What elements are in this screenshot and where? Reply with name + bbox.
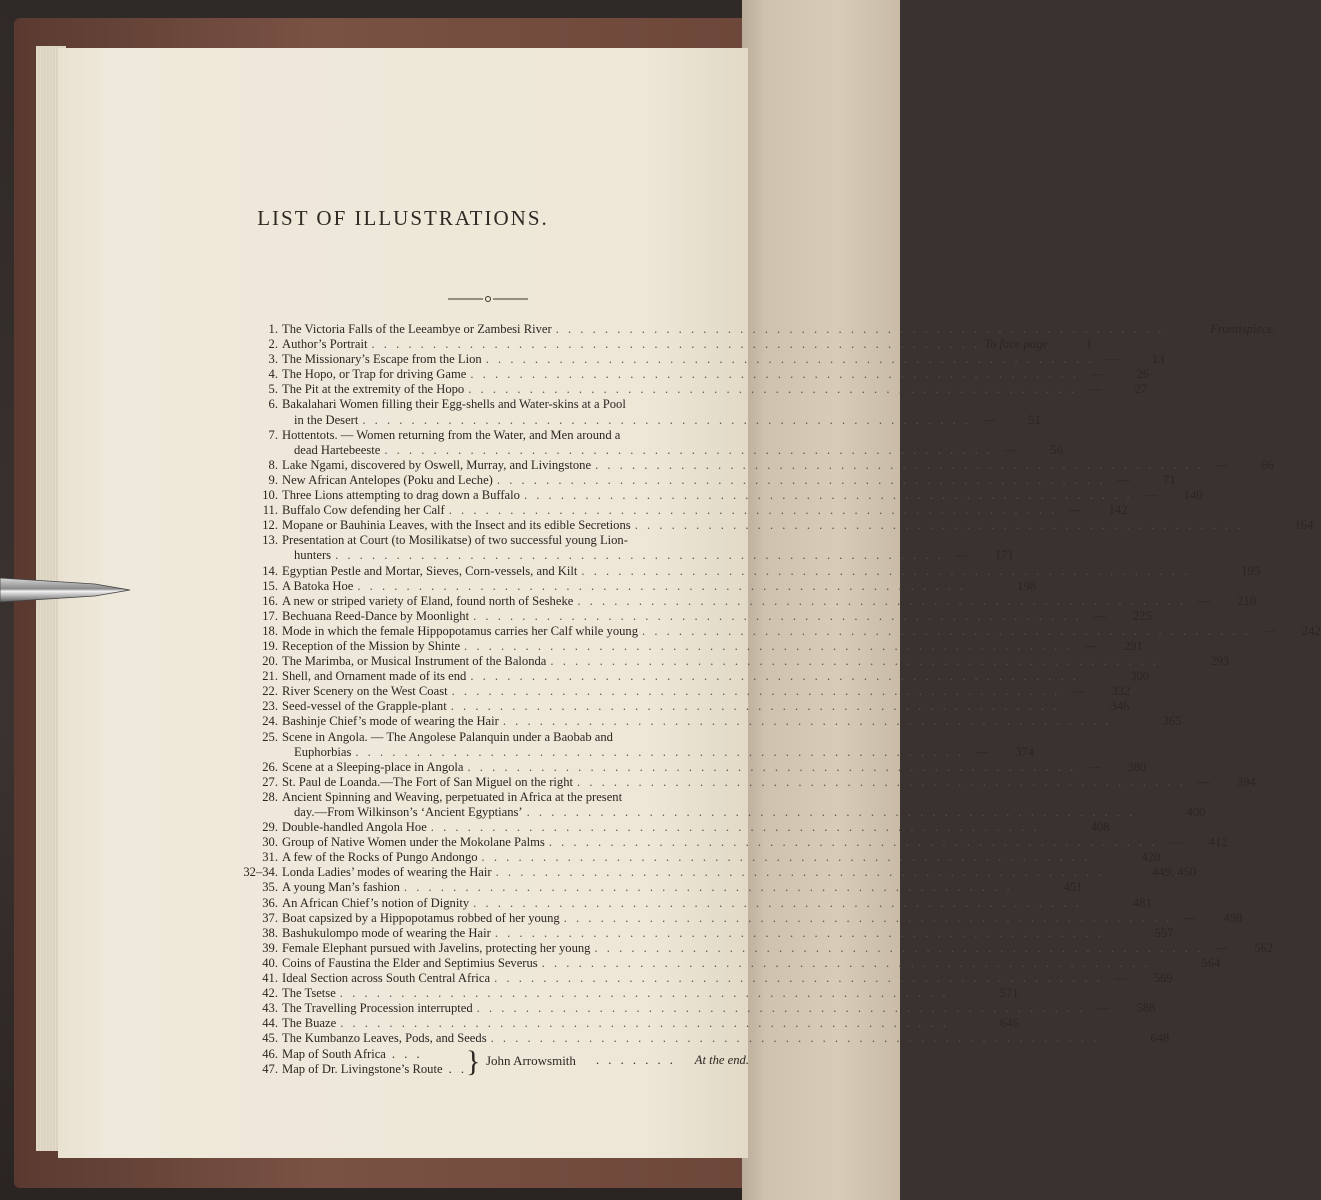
leader-dots: . . . . . . . . . . . . . . . . . . . . . . . . . . . . . . . . . . . . . . . . . . . . . . . . . . bbox=[494, 925, 1104, 940]
page-marker: — bbox=[1069, 503, 1082, 518]
item-title: St. Paul de Loanda.—The Fort of San Miguel on the right bbox=[282, 774, 574, 789]
item-title: Coins of Faustina the Elder and Septimius Severus bbox=[282, 955, 538, 970]
leader-dots: . . . . . . . . . . . . . . . . . . . . . . . . . . . . . . . . . . . . . . . . . . . . . . . . . . bbox=[476, 1001, 1086, 1016]
item-title: A few of the Rocks of Pungo Andongo bbox=[282, 850, 478, 865]
item-number: 42. bbox=[262, 986, 278, 1001]
item-number: 11. bbox=[262, 503, 278, 518]
page-marker: — bbox=[1004, 442, 1018, 457]
item-title: hunters bbox=[294, 548, 332, 563]
item-title: Reception of the Mission by Shinte bbox=[282, 638, 461, 653]
list-item bbox=[204, 548, 1014, 563]
leader-dots: . . . . . . . . . . . . . . . . . . . . . . . . . . . . . . . . . . . . . . . . . . . . . . . . . . bbox=[355, 744, 965, 759]
list-item bbox=[204, 322, 1277, 337]
page-number: 225 bbox=[1132, 608, 1152, 623]
leader-dots: . . . . . . . . . . . . . . . . . . . . . . . . . . . . . . . . . . . . . . . . . . . . . . . . . . bbox=[581, 563, 1191, 578]
item-number: 20. bbox=[262, 654, 278, 669]
list-item bbox=[204, 940, 1274, 956]
item-number: 37. bbox=[262, 910, 278, 925]
page-number: 346 bbox=[1110, 699, 1130, 714]
item-number: 21. bbox=[262, 669, 278, 684]
leader-dots: . . . . . . . . . . . . . . . . . . . . . . . . . . . . . . . . . . . . . . . . . . . . . . . . . . bbox=[485, 352, 1095, 367]
page-number: 571 bbox=[999, 986, 1019, 1001]
leader-dots: . . . . . . . . . . . . . . . . . . . . . . . . . . . . . . . . . . . . . . . . . . . . . . . . . . bbox=[464, 638, 1073, 653]
list-item bbox=[204, 638, 1143, 654]
item-title: Bakalahari Women filling their Egg-shells and Water-skins at a Pool bbox=[282, 397, 626, 412]
leader-dots: . . . . . . . . . . . . . . . . . . . . . . . . . . . . . . . . . . . . . . . . . . . . . . . . . . bbox=[335, 548, 944, 563]
page-number: 13 bbox=[1151, 352, 1165, 367]
page-marker: — bbox=[1088, 382, 1102, 397]
page-marker: — bbox=[1090, 367, 1104, 382]
page-marker: — bbox=[1087, 759, 1101, 774]
item-number: 35. bbox=[262, 880, 278, 895]
item-number: 8. bbox=[268, 457, 278, 472]
list-item bbox=[204, 820, 1110, 835]
leader-dots: . . . . . . . . . . . . . . . . . . . . . . . . . . . . . . . . . . . . . . . . . . . . . . . . . . bbox=[550, 654, 1160, 669]
page-number: 408 bbox=[1090, 820, 1110, 835]
item-number: 16. bbox=[262, 593, 278, 608]
list-item bbox=[204, 442, 1064, 458]
page-number: 195 bbox=[1241, 563, 1261, 578]
leader-dots: . . . . . . . . . . . . . . . . . . . . . . . . . . . . . . . . . . . . . . . . . . . . . . . . . . bbox=[473, 608, 1082, 623]
page-number: 648 bbox=[1150, 1031, 1170, 1046]
list-item bbox=[204, 563, 1261, 579]
item-number: 26. bbox=[262, 759, 278, 774]
page-number: 164 bbox=[1294, 518, 1314, 533]
list-item bbox=[204, 578, 1037, 594]
leader-dots: . . . . . . . . . . . . . . . . . . . . . . . . . . . . . . . . . . . . . . . . . . . . . . . . . . bbox=[548, 835, 1158, 850]
page-marker: — bbox=[1084, 638, 1098, 653]
item-title: dead Hartebeeste bbox=[294, 442, 381, 457]
item-number: 19. bbox=[262, 638, 278, 653]
item-number: 27. bbox=[262, 774, 278, 789]
leader-dots: . . . . . . . . . . . . . . . . . . . . . . . . . . . . . . . . . . . . . . . . . . . . . . . . . . bbox=[467, 759, 1077, 774]
page-number: 210 bbox=[1237, 593, 1257, 608]
leader-dots: . . . . . . . . . . . . . . . . . . . . . . . . . . . . . . . . . . . . . . . . . . . . . . . . . . bbox=[494, 971, 1103, 986]
map-location: At the end. bbox=[694, 1052, 749, 1067]
page-number: 142 bbox=[1108, 503, 1128, 518]
list-item bbox=[204, 352, 1165, 367]
leader-dots: . . . . . . . . . . . . . . . . . . . . . . . . . . . . . . . . . . . . . . . . . . . . . . . . . . bbox=[577, 774, 1186, 789]
item-number: 9. bbox=[268, 472, 278, 487]
leader-dots: . . . . . . . . . . . . . . . . . . . . . . . . . . . . . . . . . . . . . . . . . . . . . . . . . . bbox=[642, 623, 1251, 638]
item-number: 6. bbox=[268, 397, 278, 412]
item-title: The Travelling Procession interrupted bbox=[282, 1001, 473, 1016]
item-title: Seed-vessel of the Grapple-plant bbox=[282, 699, 447, 714]
illustrations-list bbox=[204, 322, 1321, 1079]
page-marker: — bbox=[1262, 623, 1276, 638]
item-title: Euphorbias bbox=[294, 744, 352, 759]
item-title: Bashinje Chief’s mode of wearing the Hair bbox=[282, 714, 499, 729]
list-item bbox=[204, 518, 1314, 533]
list-item bbox=[204, 850, 1161, 865]
page-number: 420 bbox=[1141, 850, 1161, 865]
item-title: Three Lions attempting to drag down a Buffalo bbox=[282, 488, 520, 503]
page-number: 1 bbox=[1085, 337, 1093, 352]
item-number: 15. bbox=[262, 578, 278, 593]
item-title: Scene at a Sleeping-place in Angola bbox=[282, 759, 464, 774]
page-number: 498 bbox=[1223, 910, 1243, 925]
list-item bbox=[204, 654, 1230, 669]
page-number: 27 bbox=[1134, 382, 1147, 397]
list-item bbox=[204, 684, 1131, 699]
list-item bbox=[204, 623, 1321, 639]
item-number: 25. bbox=[262, 729, 278, 744]
brace-symbol: } bbox=[466, 1044, 481, 1078]
list-item bbox=[204, 971, 1173, 986]
item-title: Mopane or Bauhinia Leaves, with the Insect and its edible Secretions bbox=[282, 518, 631, 533]
page-number: 564 bbox=[1201, 955, 1221, 970]
item-number: 46. bbox=[262, 1046, 278, 1061]
item-number: 43. bbox=[262, 1001, 278, 1016]
page-number: 198 bbox=[1017, 578, 1037, 593]
list-item bbox=[204, 337, 1093, 352]
page-number: 56 bbox=[1050, 442, 1064, 457]
map-author: John Arrowsmith bbox=[486, 1052, 576, 1068]
item-number: 14. bbox=[262, 563, 278, 578]
leader-dots: . . . . . . . bbox=[596, 1052, 676, 1067]
list-item bbox=[204, 699, 1130, 714]
list-item bbox=[204, 428, 749, 443]
page-number: 26 bbox=[1136, 367, 1150, 382]
leader-dots: . . . . . . . . . . . . . . . . . . . . . . . . . . . . . . . . . . . . . . . . . . . . . . . . . . bbox=[468, 382, 1077, 397]
page-number: Frontispiece. bbox=[1210, 322, 1277, 336]
list-item bbox=[204, 488, 1203, 503]
item-number: 47. bbox=[262, 1061, 278, 1076]
item-title: Bashukulompo mode of wearing the Hair bbox=[282, 925, 491, 940]
item-number: 24. bbox=[262, 714, 278, 729]
list-item bbox=[204, 472, 1176, 488]
leader-dots: . . . . . . . . . . . . . . . . . . . . . . . . . . . . . . . . . . . . . . . . . . . . . . . . . . bbox=[430, 820, 1040, 835]
list-item bbox=[204, 895, 1152, 911]
page-title: LIST OF ILLUSTRATIONS. bbox=[257, 206, 549, 230]
page-marker: — bbox=[975, 744, 989, 759]
item-number: 31. bbox=[262, 850, 278, 865]
leader-dots: . . . . . . . . . . . . . . . . . . . . . . . . . . . . . . . . . . . . . . . . . . . . . . . . . . bbox=[470, 367, 1080, 382]
leader-dots: . . . . . . . . . . . . . . . . . . . . . . . . . . . . . . . . . . . . . . . . . . . . . . . . . . bbox=[470, 669, 1080, 684]
list-item bbox=[204, 412, 1042, 428]
item-title: A new or striped variety of Eland, found north of Sesheke bbox=[282, 593, 574, 608]
item-number: 40. bbox=[262, 955, 278, 970]
page-number: 588 bbox=[1136, 1001, 1156, 1016]
page-number: 451 bbox=[1063, 880, 1083, 895]
list-item bbox=[204, 730, 749, 745]
item-title: Scene in Angola. — The Angolese Palanquin under a Baobab and bbox=[282, 729, 613, 744]
item-title: Shell, and Ornament made of its end bbox=[282, 669, 467, 684]
page-number: 562 bbox=[1254, 940, 1274, 955]
page-marker: — bbox=[1114, 971, 1128, 986]
list-item bbox=[204, 714, 1182, 729]
list-item bbox=[204, 774, 1256, 790]
list-item bbox=[204, 759, 1147, 775]
item-title: Lake Ngami, discovered by Oswell, Murray, and Livingstone bbox=[282, 457, 592, 472]
page-marker: — bbox=[1169, 835, 1182, 850]
item-number: 23. bbox=[262, 699, 278, 714]
leader-dots: . . . . . . . . . . . . . . . . . . . . . . . . . . . . . . . . . . . . . . . . . . . . . . . . . . bbox=[451, 684, 1061, 699]
item-number: 28. bbox=[262, 789, 278, 804]
item-title: Double-handled Angola Hoe bbox=[282, 820, 427, 835]
page-number: 412 bbox=[1208, 835, 1228, 850]
leader-dots: . . . . . . . . . . . . . . . . . . . . . . . . . . . . . . . . . . . . . . . . . . . . . . . . . . bbox=[384, 442, 994, 457]
page-number: 66 bbox=[1261, 457, 1274, 472]
page-marker: — bbox=[1144, 488, 1157, 503]
leader-dots: . . . . . . . . . . . . . . . . . . . . . . . . . . . . . . . . . . . . . . . . . . . . . . . . . . bbox=[490, 1031, 1100, 1046]
list-item bbox=[204, 457, 1274, 473]
leader-dots: . . . . . . . . . . . . . . . . . . . . . . . . . . . . . . . . . . . . . . . . . . . . . . . . . . bbox=[563, 910, 1173, 925]
book-page bbox=[58, 48, 1321, 1158]
item-title: The Kumbanzo Leaves, Pods, and Seeds bbox=[282, 1031, 487, 1046]
item-title: Londa Ladies’ modes of wearing the Hair bbox=[282, 865, 492, 880]
metal-pointer bbox=[0, 570, 130, 610]
list-item bbox=[204, 986, 1019, 1001]
page-marker: — bbox=[1197, 593, 1211, 608]
leader-dots: . . . . . . . . . . . . . . . . . . . . . . . . . . . . . . . . . . . . . . . . . . . . . . . . . . bbox=[362, 412, 972, 427]
page-marker: — bbox=[982, 412, 996, 427]
item-number: 39. bbox=[262, 940, 278, 955]
item-title: day.—From Wilkinson’s ‘Ancient Egyptians’ bbox=[294, 805, 523, 819]
page-marker: — bbox=[955, 548, 969, 563]
item-title: The Pit at the extremity of the Hopo bbox=[282, 382, 465, 397]
leader-dots: . . . . . . . . . . . . . . . . . . . . . . . . . . . . . . . . . . . . . . . . . . . . . . . . . . bbox=[555, 322, 1165, 336]
item-number: 36. bbox=[262, 895, 278, 910]
item-title: New African Antelopes (Poku and Leche) bbox=[282, 472, 493, 487]
leader-dots: . . . . . . . . . . . . . . . . . . . . . . . . . . . . . . . . . . . . . . . . . . . . . . . . . . bbox=[473, 895, 1082, 910]
item-number: 44. bbox=[262, 1016, 278, 1031]
item-title: Map of South Africa bbox=[282, 1046, 386, 1061]
item-title: Buffalo Cow defending her Calf bbox=[282, 503, 445, 518]
item-title: The Marimba, or Musical Instrument of the Balonda bbox=[282, 654, 547, 669]
page-number: 394 bbox=[1236, 774, 1256, 789]
list-item bbox=[204, 955, 1221, 971]
item-number: 38. bbox=[262, 925, 278, 940]
item-number: 5. bbox=[268, 382, 278, 397]
page-number: 400 bbox=[1186, 805, 1206, 819]
leader-dots: . . . . . . . . . . . . . . . . . . . . . . . . . . . . . . . . . . . . . . . . . . . . . . . . . . bbox=[523, 488, 1133, 503]
leader-dots: . . . . . . . . . . . . . . . . . . . . . . . . . . . . . . . . . . . . . . . . . . . . . . . . . . bbox=[357, 578, 967, 593]
page-number: 449, 450 bbox=[1152, 865, 1197, 880]
page-number: 646 bbox=[1000, 1016, 1019, 1031]
page-number: 374 bbox=[1015, 744, 1035, 759]
page-number: 380 bbox=[1127, 759, 1147, 774]
page-marker: — bbox=[1072, 684, 1085, 699]
item-title: Boat capsized by a Hippopotamus robbed of her young bbox=[282, 910, 560, 925]
list-item bbox=[204, 910, 1243, 926]
page-marker: — bbox=[1106, 352, 1119, 367]
page-number: 51 bbox=[1028, 412, 1042, 427]
list-item bbox=[204, 1001, 1156, 1016]
item-title: The Missionary’s Escape from the Lion bbox=[282, 352, 482, 367]
item-number: 13. bbox=[262, 533, 278, 548]
page-number: 300 bbox=[1130, 669, 1150, 684]
leader-dots: . . . . . . . . . . . . . . . . . . . . . . . . . . . . . . . . . . . . . . . . . . . . . . . . . . bbox=[502, 714, 1112, 729]
leader-dots: . . . . . . . . . . . . . . . . . . . . . . . . . . . . . . . . . . . . . . . . . . . . . . . . . . bbox=[495, 865, 1105, 880]
item-title: River Scenery on the West Coast bbox=[282, 684, 448, 699]
page-marker: — bbox=[1215, 457, 1229, 472]
list-item bbox=[204, 790, 749, 805]
list-item bbox=[204, 533, 749, 548]
item-title: Egyptian Pestle and Mortar, Sieves, Corn-vessels, and Kilt bbox=[282, 563, 578, 578]
item-title: The Buaze bbox=[282, 1016, 337, 1031]
page-marker: — bbox=[1197, 774, 1211, 789]
item-title: The Tsetse bbox=[282, 986, 336, 1001]
list-item bbox=[204, 865, 1197, 880]
leader-dots: . . . . . . . . . . . . . . . . . . . . . . . . . . . . . . . . . . . . . . . . . . . . . . . . . . bbox=[481, 850, 1091, 865]
item-number: 18. bbox=[262, 623, 278, 638]
leader-dots: . . . . . . . . . . . . . . . . . . . . . . . . . . . . . . . . . . . . . . . . . . . . . . . . . . bbox=[526, 805, 1136, 819]
list-item bbox=[204, 503, 1128, 518]
list-item bbox=[204, 397, 749, 412]
leader-dots: . . . . . . . . . . . . . . . . . . . . . . . . . . . . . . . . . . . . . . . . . . . . . . . . . . bbox=[371, 337, 981, 352]
item-title: in the Desert bbox=[294, 412, 359, 427]
page-number: 71 bbox=[1163, 472, 1176, 487]
leader-dots: . . . . . . . . . . . . . . . . . . . . . . . . . . . . . . . . . . . . . . . . . . . . . . . . . . bbox=[340, 1016, 949, 1031]
item-title: Bechuana Reed-Dance by Moonlight bbox=[282, 608, 470, 623]
leader-dots: . . . . . . . . . . . . . . . . . . . . . . . . . . . . . . . . . . . . . . . . . . . . . . . . . . bbox=[450, 699, 1060, 714]
list-item bbox=[204, 593, 1257, 609]
page-number: 481 bbox=[1132, 895, 1152, 910]
page-marker: To face page bbox=[984, 337, 1049, 352]
item-title: The Victoria Falls of the Leeambye or Zambesi River bbox=[282, 322, 552, 336]
page-number: 293 bbox=[1210, 654, 1230, 669]
page-number: 365 bbox=[1162, 714, 1182, 729]
item-number: 12. bbox=[262, 518, 278, 533]
item-number: 22. bbox=[262, 684, 278, 699]
item-title: Ideal Section across South Central Africa bbox=[282, 971, 491, 986]
leader-dots: . . . bbox=[391, 1046, 423, 1061]
leader-dots: . . . . . . . . . . . . . . . . . . . . . . . . . . . . . . . . . . . . . . . . . . . . . . . . . . bbox=[634, 518, 1244, 533]
item-number: 29. bbox=[262, 820, 278, 835]
item-number: 7. bbox=[268, 427, 278, 442]
leader-dots: . . . . . . . . . . . . . . . . . . . . . . . . . . . . . . . . . . . . . . . . . . . . . . . . . . bbox=[403, 880, 1013, 895]
item-number: 45. bbox=[262, 1031, 278, 1046]
list-item bbox=[204, 669, 1150, 684]
page-number: 242 bbox=[1301, 623, 1321, 638]
list-item bbox=[204, 805, 1206, 820]
leader-dots: . . . . . . . . . . . . . . . . . . . . . . . . . . . . . . . . . . . . . . . . . . . . . . . . . . bbox=[577, 593, 1187, 608]
list-item bbox=[204, 382, 1147, 397]
page-marker: — bbox=[1093, 608, 1107, 623]
item-title: Mode in which the female Hippopotamus carries her Calf while young bbox=[282, 623, 639, 638]
page-marker: — bbox=[1117, 472, 1130, 487]
item-title: Ancient Spinning and Weaving, perpetuated in Africa at the present bbox=[282, 789, 623, 804]
item-title: The Hopo, or Trap for driving Game bbox=[282, 367, 467, 382]
leader-dots: . . bbox=[448, 1061, 468, 1076]
title-ornament bbox=[448, 294, 528, 304]
item-title: An African Chief’s notion of Dignity bbox=[282, 895, 470, 910]
item-title: Female Elephant pursued with Javelins, protecting her young bbox=[282, 940, 591, 955]
page-number: 557 bbox=[1154, 925, 1174, 940]
page-number: 332 bbox=[1111, 684, 1131, 699]
leader-dots: . . . . . . . . . . . . . . . . . . . . . . . . . . . . . . . . . . . . . . . . . . . . . . . . . . bbox=[339, 986, 949, 1001]
item-title: Group of Native Women under the Mokolane Palms bbox=[282, 835, 545, 850]
list-item bbox=[204, 367, 1150, 382]
list-item bbox=[204, 608, 1152, 624]
maps-block bbox=[204, 1044, 749, 1079]
leader-dots: . . . . . . . . . . . . . . . . . . . . . . . . . . . . . . . . . . . . . . . . . . . . . . . . . . bbox=[594, 940, 1204, 955]
item-number: 3. bbox=[268, 352, 278, 367]
item-title: A young Man’s fashion bbox=[282, 880, 400, 895]
list-item bbox=[204, 835, 1228, 850]
item-number: 1. bbox=[268, 322, 278, 336]
leader-dots: . . . . . . . . . . . . . . . . . . . . . . . . . . . . . . . . . . . . . . . . . . . . . . . . . . bbox=[448, 503, 1058, 518]
page-number: 291 bbox=[1123, 638, 1143, 653]
item-number: 10. bbox=[262, 488, 278, 503]
item-title: Author’s Portrait bbox=[282, 337, 368, 352]
leader-dots: . . . . . . . . . . . . . . . . . . . . . . . . . . . . . . . . . . . . . . . . . . . . . . . . . . bbox=[595, 457, 1204, 472]
list-item bbox=[204, 744, 1035, 760]
page-marker: — bbox=[1184, 910, 1197, 925]
item-number: 4. bbox=[268, 367, 278, 382]
list-item bbox=[204, 880, 1083, 895]
leader-dots: . . . . . . . . . . . . . . . . . . . . . . . . . . . . . . . . . . . . . . . . . . . . . . . . . . bbox=[541, 955, 1151, 970]
list-item bbox=[204, 925, 1174, 941]
page-marker: — bbox=[1097, 1001, 1110, 1016]
leader-dots: . . . . . . . . . . . . . . . . . . . . . . . . . . . . . . . . . . . . . . . . . . . . . . . . . . bbox=[496, 472, 1106, 487]
item-title: Hottentots. — Women returning from the Water, and Men around a bbox=[282, 427, 621, 442]
list-item bbox=[204, 1016, 1019, 1031]
item-number: 32–34. bbox=[243, 865, 278, 880]
page-number: 569 bbox=[1153, 971, 1173, 986]
item-title: Presentation at Court (to Mosilikatse) of two successful young Lion- bbox=[282, 533, 628, 548]
item-number: 30. bbox=[262, 835, 278, 850]
item-number: 17. bbox=[262, 608, 278, 623]
page-marker: — bbox=[1214, 940, 1228, 955]
page-number: 140 bbox=[1183, 488, 1203, 503]
item-number: 41. bbox=[262, 971, 278, 986]
item-title: A Batoka Hoe bbox=[282, 578, 354, 593]
item-number: 2. bbox=[268, 337, 278, 352]
item-title: Map of Dr. Livingstone’s Route bbox=[282, 1061, 443, 1076]
page-number: 171 bbox=[994, 548, 1014, 563]
